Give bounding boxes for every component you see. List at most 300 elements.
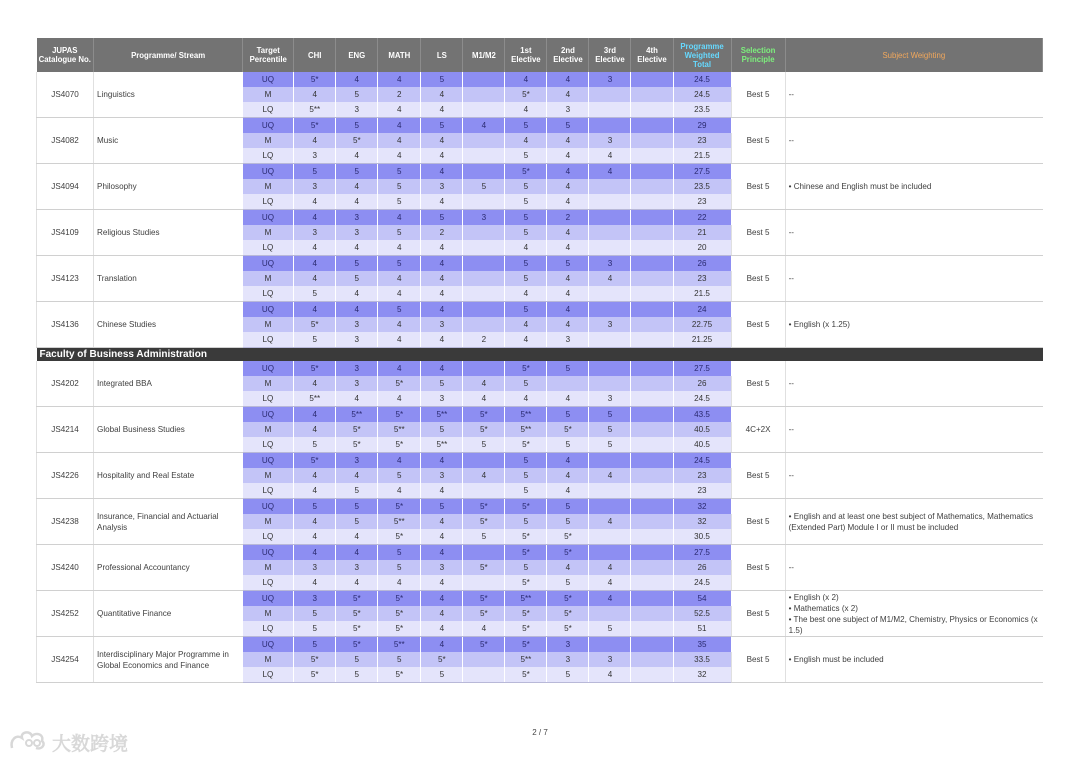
weighting-note: -- [788,136,794,145]
elective-1-cell: 5* [505,361,547,376]
watermark-text: 大数跨境 [52,734,129,755]
elective-4-cell [631,148,673,164]
elective-3-cell: 4 [589,164,631,180]
ls-cell: 4 [421,240,463,256]
elective-4-cell [631,575,673,591]
ls-cell: 4 [421,575,463,591]
elective-3-cell [589,225,631,240]
elective-2-cell: 4 [547,133,589,148]
percentile-cell: LQ [243,332,294,348]
eng-cell: 5 [336,256,378,272]
math-cell: 5** [378,514,421,529]
elective-2-cell: 4 [547,179,589,194]
eng-cell: 4 [336,179,378,194]
weighted-total-cell: 43.5 [673,407,731,423]
elective-2-cell: 3 [547,637,589,653]
catalogue-code: JS4240 [37,545,94,591]
eng-cell: 3 [336,376,378,391]
eng-cell: 5 [336,483,378,499]
math-cell: 5 [378,164,421,180]
percentile-cell: M [243,652,294,667]
eng-cell: 3 [336,102,378,118]
weighted-total-cell: 27.5 [673,545,731,561]
elective-2-cell: 4 [547,483,589,499]
elective-2-cell: 5 [547,499,589,515]
header-selection-principle: Selection Principle [731,38,785,72]
elective-4-cell [631,637,673,653]
eng-cell: 4 [336,72,378,87]
elective-1-cell: 5** [505,591,547,607]
header-elective-1: 1st Elective [505,38,547,72]
table-body [37,72,1043,683]
percentile-cell: LQ [243,102,294,118]
weighting-note: • English (x 1.25) [788,320,850,329]
eng-cell: 4 [336,194,378,210]
elective-1-cell: 5 [505,194,547,210]
chi-cell: 4 [294,210,336,226]
percentile-cell: M [243,133,294,148]
ls-cell: 4 [421,286,463,302]
chi-cell: 5* [294,317,336,332]
weighted-total-cell: 23 [673,194,731,210]
ls-cell: 4 [421,271,463,286]
chi-cell: 3 [294,179,336,194]
chi-cell: 4 [294,529,336,545]
eng-cell: 5 [336,271,378,286]
elective-3-cell: 4 [589,514,631,529]
eng-cell: 5* [336,591,378,607]
m1m2-cell: 4 [463,118,505,134]
score-row [37,118,1043,134]
eng-cell: 5 [336,87,378,102]
elective-3-cell [589,194,631,210]
weighted-total-cell: 21 [673,225,731,240]
header-elective-3: 3rd Elective [589,38,631,72]
elective-1-cell: 5* [505,164,547,180]
elective-2-cell: 5* [547,422,589,437]
math-cell: 2 [378,87,421,102]
math-cell: 4 [378,332,421,348]
weighted-total-cell: 23.5 [673,179,731,194]
elective-3-cell [589,453,631,469]
percentile-cell: LQ [243,194,294,210]
math-cell: 4 [378,575,421,591]
elective-3-cell [589,376,631,391]
math-cell: 5* [378,376,421,391]
catalogue-code: JS4202 [37,361,94,407]
elective-4-cell [631,133,673,148]
subject-weighting-notes [785,164,1042,210]
elective-4-cell [631,453,673,469]
elective-1-cell: 5 [505,453,547,469]
eng-cell: 3 [336,210,378,226]
elective-1-cell: 4 [505,391,547,407]
chi-cell: 4 [294,133,336,148]
math-cell: 4 [378,133,421,148]
math-cell: 5* [378,667,421,683]
catalogue-code: JS4136 [37,302,94,348]
elective-2-cell: 4 [547,164,589,180]
weighting-note: • The best one subject of M1/M2, Chemistry, Physics or Economics (x 1.5) [788,614,1038,635]
elective-4-cell [631,240,673,256]
subject-weighting-notes [785,256,1042,302]
ls-cell: 4 [421,483,463,499]
header-elective-4: 4th Elective [631,38,673,72]
elective-2-cell: 5 [547,575,589,591]
elective-3-cell [589,87,631,102]
elective-2-cell: 4 [547,286,589,302]
m1m2-cell: 5* [463,591,505,607]
elective-2-cell: 4 [547,148,589,164]
elective-1-cell: 5 [505,225,547,240]
elective-2-cell: 4 [547,225,589,240]
elective-2-cell: 5* [547,606,589,621]
eng-cell: 5 [336,652,378,667]
percentile-cell: LQ [243,240,294,256]
catalogue-code: JS4226 [37,453,94,499]
elective-1-cell: 5 [505,179,547,194]
programme-name: Philosophy [94,164,243,210]
ls-cell: 5 [421,667,463,683]
percentile-cell: UQ [243,499,294,515]
elective-3-cell [589,302,631,318]
percentile-cell: LQ [243,529,294,545]
weighted-total-cell: 32 [673,514,731,529]
ls-cell: 3 [421,179,463,194]
elective-4-cell [631,164,673,180]
math-cell: 5* [378,529,421,545]
elective-3-cell [589,210,631,226]
m1m2-cell [463,87,505,102]
eng-cell: 4 [336,545,378,561]
programme-name: Linguistics [94,72,243,118]
elective-4-cell [631,437,673,453]
elective-4-cell [631,361,673,376]
m1m2-cell: 5* [463,606,505,621]
chi-cell: 5 [294,164,336,180]
elective-4-cell [631,286,673,302]
ls-cell: 4 [421,87,463,102]
ls-cell: 4 [421,514,463,529]
chi-cell: 4 [294,514,336,529]
weighted-total-cell: 27.5 [673,164,731,180]
elective-1-cell: 5 [505,118,547,134]
m1m2-cell [463,317,505,332]
weighted-total-cell: 26 [673,376,731,391]
eng-cell: 5* [336,422,378,437]
m1m2-cell [463,271,505,286]
elective-1-cell: 5 [505,483,547,499]
elective-4-cell [631,72,673,87]
elective-2-cell: 3 [547,102,589,118]
ls-cell: 5 [421,422,463,437]
m1m2-cell: 5* [463,560,505,575]
subject-weighting-notes [785,453,1042,499]
elective-2-cell: 2 [547,210,589,226]
percentile-cell: LQ [243,667,294,683]
chi-cell: 5 [294,606,336,621]
weighting-note: • English (x 2) [788,592,839,602]
elective-4-cell [631,302,673,318]
percentile-cell: LQ [243,286,294,302]
elective-1-cell: 5* [505,606,547,621]
programme-name: Translation [94,256,243,302]
m1m2-cell: 5* [463,422,505,437]
elective-4-cell [631,332,673,348]
elective-3-cell [589,545,631,561]
elective-4-cell [631,468,673,483]
m1m2-cell [463,545,505,561]
chi-cell: 5 [294,332,336,348]
elective-4-cell [631,407,673,423]
header-m1m2: M1/M2 [463,38,505,72]
elective-2-cell: 4 [547,72,589,87]
percentile-cell: M [243,317,294,332]
weighted-total-cell: 22 [673,210,731,226]
chi-cell: 5** [294,102,336,118]
programme-name: Music [94,118,243,164]
subject-weighting-notes [785,361,1042,407]
eng-cell: 4 [336,148,378,164]
eng-cell: 5* [336,637,378,653]
weighted-total-cell: 51 [673,621,731,637]
eng-cell: 4 [336,468,378,483]
ls-cell: 4 [421,606,463,621]
ls-cell: 5* [421,652,463,667]
percentile-cell: M [243,271,294,286]
score-row [37,302,1043,318]
programme-name: Quantitative Finance [94,591,243,637]
weighted-total-cell: 24.5 [673,453,731,469]
math-cell: 4 [378,240,421,256]
m1m2-cell [463,164,505,180]
math-cell: 4 [378,102,421,118]
catalogue-code: JS4123 [37,256,94,302]
elective-1-cell: 5* [505,87,547,102]
elective-1-cell: 5 [505,271,547,286]
weighting-note: • Chinese and English must be included [788,182,932,191]
elective-4-cell [631,529,673,545]
chi-cell: 5* [294,361,336,376]
m1m2-cell [463,133,505,148]
percentile-cell: M [243,179,294,194]
header-programme: Programme/ Stream [94,38,243,72]
math-cell: 4 [378,118,421,134]
chi-cell: 4 [294,240,336,256]
math-cell: 4 [378,317,421,332]
elective-2-cell: 5 [547,667,589,683]
m1m2-cell [463,483,505,499]
elective-4-cell [631,225,673,240]
percentile-cell: UQ [243,361,294,376]
elective-3-cell: 3 [589,133,631,148]
elective-3-cell: 4 [589,575,631,591]
percentile-cell: UQ [243,545,294,561]
elective-4-cell [631,621,673,637]
catalogue-code: JS4082 [37,118,94,164]
elective-4-cell [631,317,673,332]
percentile-cell: UQ [243,591,294,607]
header-subject-weighting: Subject Weighting [785,38,1042,72]
percentile-cell: LQ [243,391,294,407]
chi-cell: 3 [294,591,336,607]
subject-weighting-notes [785,591,1042,637]
percentile-cell: LQ [243,148,294,164]
m1m2-cell [463,575,505,591]
m1m2-cell: 3 [463,210,505,226]
weighting-note: • English and at least one best subject of Mathematics, Mathematics (Extended Part) Module I or II must be included [788,511,1034,532]
subject-weighting-notes [785,118,1042,164]
ls-cell: 5** [421,437,463,453]
elective-2-cell: 4 [547,194,589,210]
math-cell: 4 [378,483,421,499]
m1m2-cell: 2 [463,332,505,348]
elective-1-cell: 5* [505,437,547,453]
elective-3-cell [589,606,631,621]
weighted-total-cell: 23 [673,133,731,148]
m1m2-cell: 5 [463,179,505,194]
watermark-logo-icon [8,728,48,754]
weighted-total-cell: 40.5 [673,422,731,437]
faculty-header-row [37,348,1043,362]
elective-4-cell [631,667,673,683]
elective-2-cell: 4 [547,271,589,286]
elective-4-cell [631,102,673,118]
ls-cell: 4 [421,637,463,653]
elective-2-cell: 5* [547,621,589,637]
weighted-total-cell: 23.5 [673,102,731,118]
elective-3-cell: 3 [589,317,631,332]
percentile-cell: M [243,376,294,391]
weighted-total-cell: 29 [673,118,731,134]
chi-cell: 5* [294,652,336,667]
elective-1-cell: 5 [505,376,547,391]
selection-principle: Best 5 [731,302,785,348]
elective-4-cell [631,591,673,607]
elective-4-cell [631,194,673,210]
ls-cell: 4 [421,194,463,210]
elective-3-cell [589,529,631,545]
eng-cell: 3 [336,560,378,575]
eng-cell: 3 [336,225,378,240]
percentile-cell: M [243,606,294,621]
eng-cell: 5 [336,499,378,515]
m1m2-cell [463,361,505,376]
eng-cell: 5* [336,133,378,148]
elective-3-cell: 4 [589,148,631,164]
percentile-cell: M [243,468,294,483]
math-cell: 5 [378,560,421,575]
math-cell: 4 [378,271,421,286]
ls-cell: 3 [421,317,463,332]
percentile-cell: LQ [243,575,294,591]
elective-3-cell: 4 [589,560,631,575]
math-cell: 5 [378,225,421,240]
percentile-cell: M [243,422,294,437]
elective-1-cell: 4 [505,240,547,256]
selection-principle: Best 5 [731,118,785,164]
selection-principle: Best 5 [731,210,785,256]
elective-2-cell: 4 [547,560,589,575]
weighted-total-cell: 26 [673,560,731,575]
eng-cell: 3 [336,453,378,469]
eng-cell: 5* [336,606,378,621]
chi-cell: 4 [294,376,336,391]
elective-3-cell: 3 [589,72,631,87]
percentile-cell: M [243,225,294,240]
chi-cell: 5* [294,667,336,683]
percentile-cell: LQ [243,437,294,453]
elective-4-cell [631,652,673,667]
elective-3-cell: 5 [589,437,631,453]
elective-2-cell: 5* [547,529,589,545]
weighted-total-cell: 35 [673,637,731,653]
elective-1-cell: 5 [505,514,547,529]
elective-3-cell: 5 [589,422,631,437]
elective-1-cell: 4 [505,286,547,302]
chi-cell: 4 [294,468,336,483]
elective-4-cell [631,514,673,529]
math-cell: 5 [378,256,421,272]
weighting-note: -- [788,90,794,99]
elective-1-cell: 5* [505,545,547,561]
elective-1-cell: 5* [505,499,547,515]
percentile-cell: LQ [243,621,294,637]
weighting-note: • Mathematics (x 2) [788,603,859,613]
percentile-cell: UQ [243,256,294,272]
weighted-total-cell: 24.5 [673,87,731,102]
chi-cell: 3 [294,148,336,164]
elective-1-cell: 4 [505,133,547,148]
eng-cell: 5 [336,118,378,134]
elective-3-cell: 4 [589,468,631,483]
weighted-total-cell: 21.25 [673,332,731,348]
elective-3-cell: 4 [589,667,631,683]
m1m2-cell: 5 [463,529,505,545]
elective-3-cell [589,118,631,134]
weighting-note: -- [788,274,794,283]
score-row [37,453,1043,469]
weighted-total-cell: 24 [673,302,731,318]
elective-2-cell: 5 [547,256,589,272]
elective-4-cell [631,560,673,575]
selection-principle: Best 5 [731,499,785,545]
chi-cell: 3 [294,560,336,575]
programme-name: Professional Accountancy [94,545,243,591]
elective-3-cell [589,361,631,376]
selection-principle: Best 5 [731,361,785,407]
weighted-total-cell: 23 [673,271,731,286]
weighting-note: -- [788,471,794,480]
elective-1-cell: 4 [505,102,547,118]
elective-1-cell: 5 [505,302,547,318]
score-row [37,72,1043,87]
admission-score-sheet [36,38,1043,683]
weighted-total-cell: 23 [673,483,731,499]
elective-2-cell: 4 [547,391,589,407]
eng-cell: 3 [336,317,378,332]
elective-2-cell: 5* [547,545,589,561]
elective-3-cell: 4 [589,271,631,286]
chi-cell: 5 [294,437,336,453]
percentile-cell: LQ [243,483,294,499]
catalogue-code: JS4254 [37,637,94,683]
elective-4-cell [631,87,673,102]
m1m2-cell: 5* [463,637,505,653]
ls-cell: 4 [421,591,463,607]
m1m2-cell [463,286,505,302]
math-cell: 5* [378,499,421,515]
